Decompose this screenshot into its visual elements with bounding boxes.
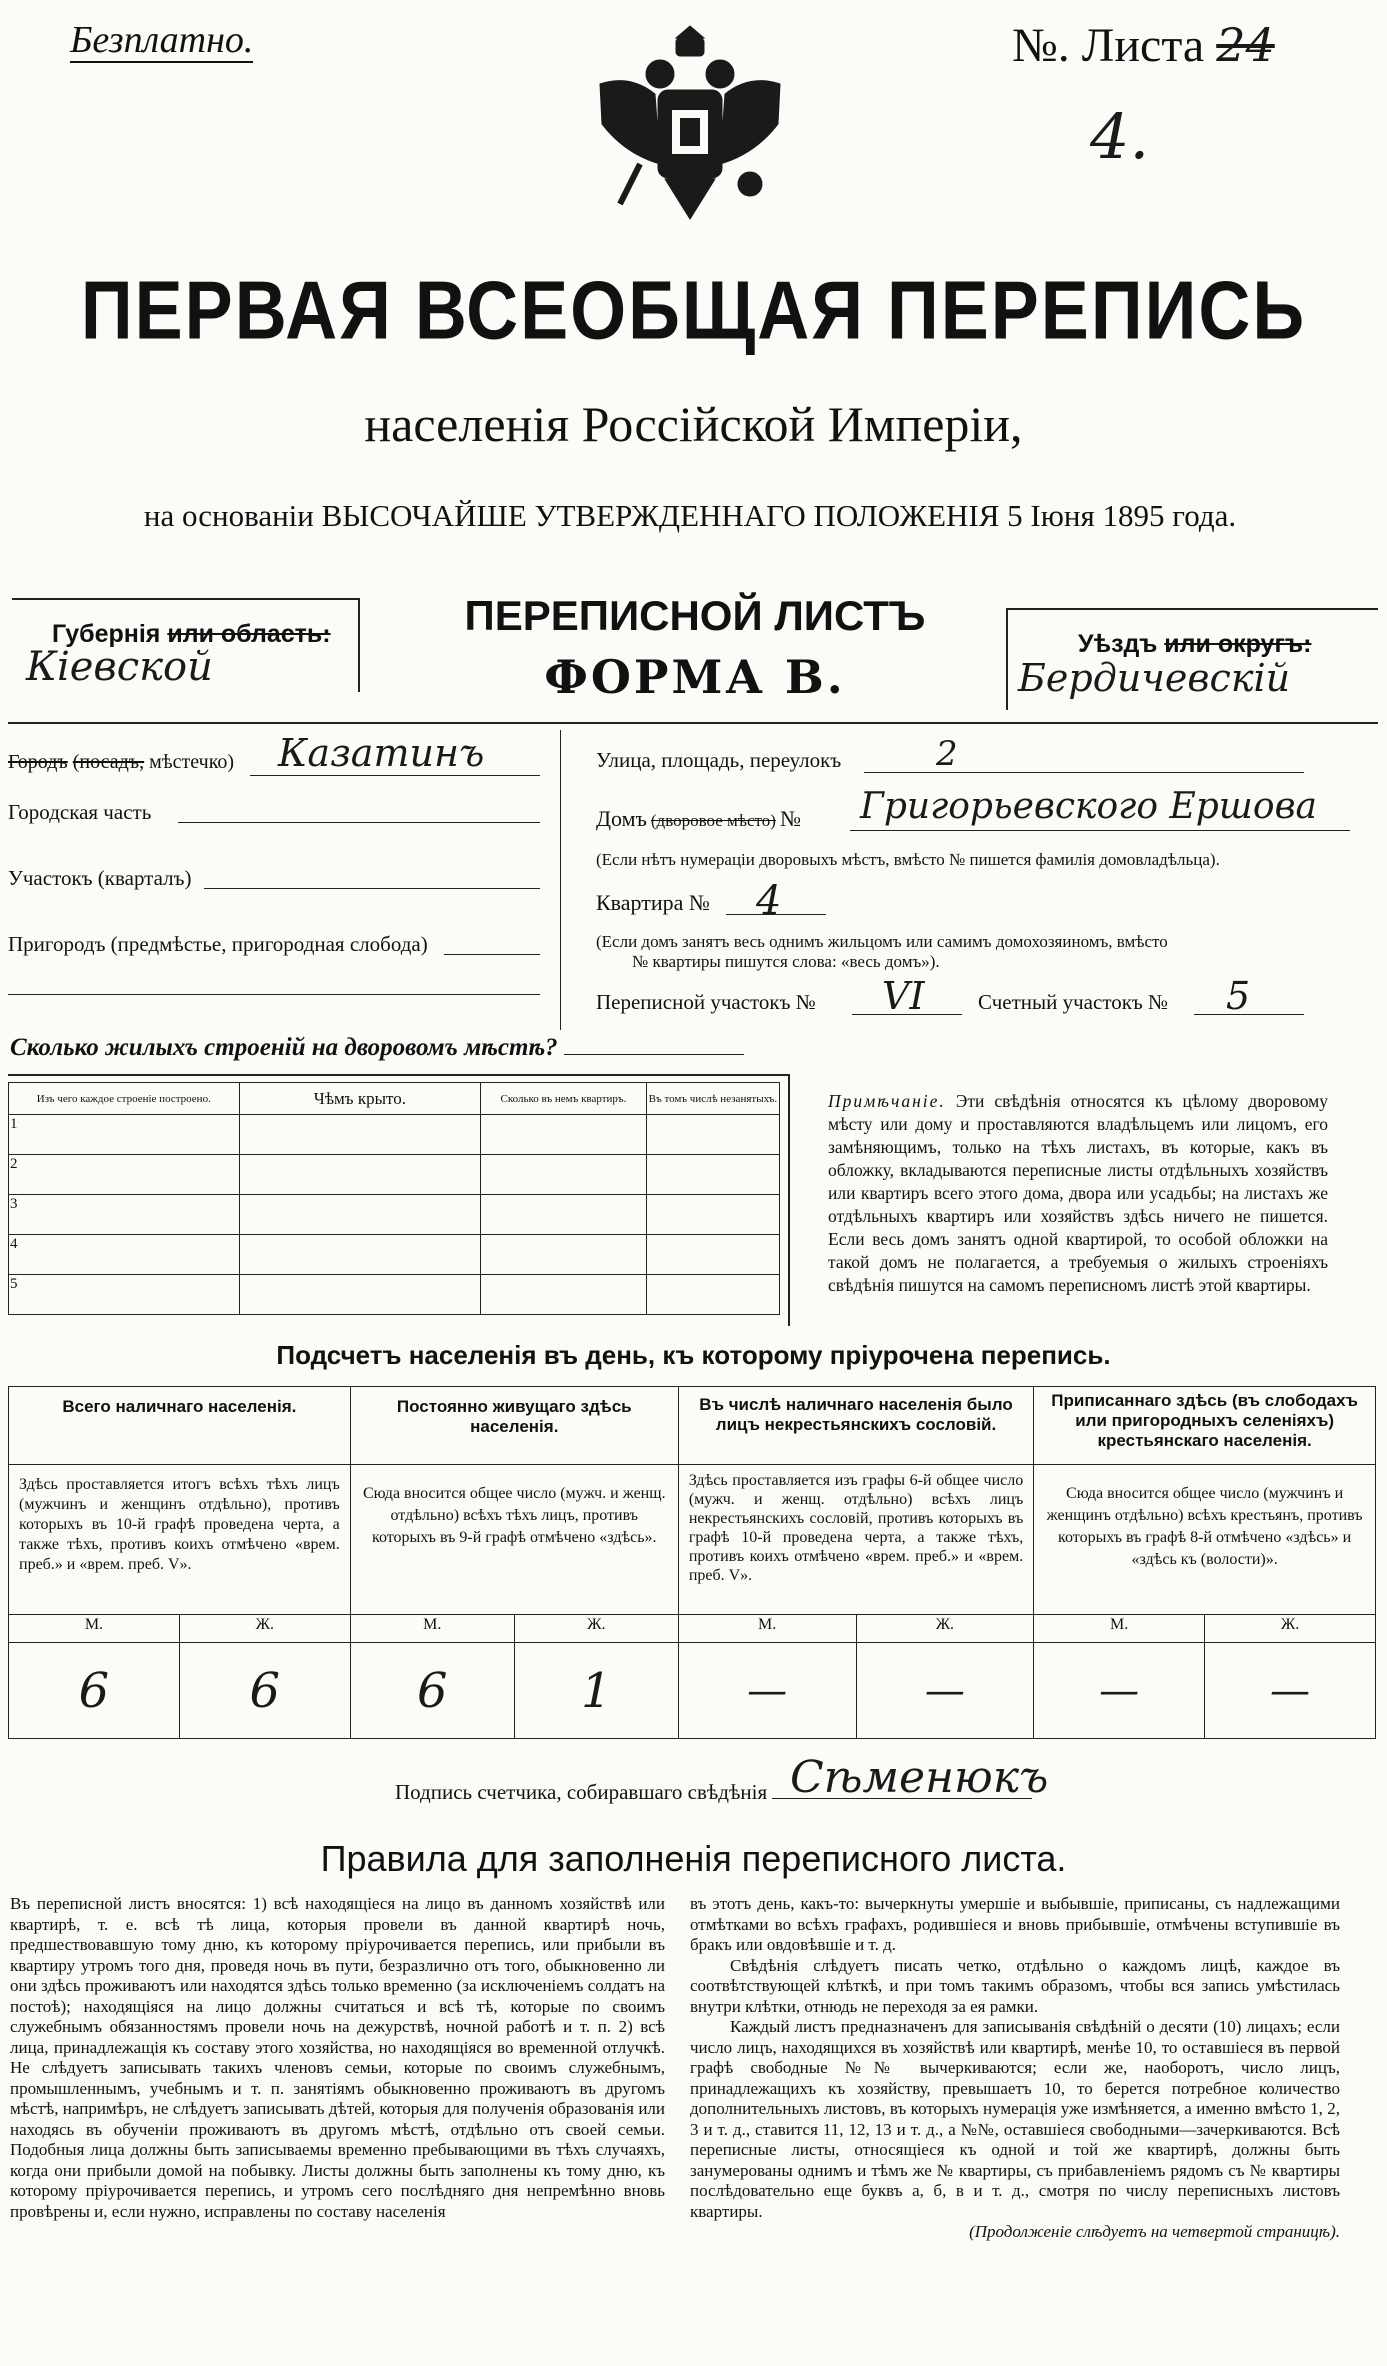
province-value: Кіевской xyxy=(26,644,213,690)
signature-line: Подпись счетчика, собиравшаго свѣдѣнія xyxy=(395,1780,1032,1805)
apartment-value: 4 xyxy=(756,878,782,924)
form-letter: ФОРМА В. xyxy=(544,650,846,704)
double-headed-eagle-emblem xyxy=(580,14,800,234)
peasant-female-value: — xyxy=(1205,1643,1376,1739)
form-title: ПЕРЕПИСНОЙ ЛИСТЪ xyxy=(464,592,926,639)
rules-left-column: Въ переписной листъ вносятся: 1) всѣ находящіеся на лицо въ данномъ хозяйствѣ или квартирѣ, т. е. всѣ тѣ лица, которыя провели въ данной квартирѣ ночь, предшествовавшую тому дню, къ которому пріурочивается перепись, или прибыли въ квартиру утромъ того дня, проведя ночь въ пути, безразлично отъ того, обыкновенно ли они здѣсь проживаютъ или находятся здѣсь только временно (за исключеніемъ солдатъ на постоѣ); находящіяся на лицо должны считаться и всѣ тѣ, которые по своимъ служебнымъ обязанностямъ провели ночь на дежурствѣ, ночной работѣ и т. п. 2) всѣ лица, принадлежащія къ составу этого хозяйства, но находящіяся во временной отлучкѣ. Не слѣдуетъ записывать такихъ членовъ семьи, которые по своимъ служебнымъ, промышленнымъ, учебнымъ и т. п. занятіямъ обыкновенно проживаютъ въ другомъ мѣстѣ, напримѣръ, не слѣдуетъ записывать дѣтей, которыя для полученія образованія или находясь въ обученіи проживаютъ въ другомъ мѣстѣ, отдѣльно отъ своей семьи. Подобныя лица должны быть записываемы временно пребывающими въ тѣхъ случаяхъ, когда они прибыли домой на побывку. Листы должны быть заполнены къ тому дню, къ которому пріурочивается перепись, и утромъ сего послѣдняго дня непремѣнно вновь провѣрены и, если нужно, исправлены по составу населенія xyxy=(10,1894,665,2221)
town-field: Городъ (посадъ, мѣстечко) Казатинъ xyxy=(8,733,548,779)
peasant-male-value: — xyxy=(1034,1643,1205,1739)
province-box xyxy=(12,598,360,692)
sheet-number-value: 4. xyxy=(1090,100,1150,173)
apartment-note: (Если домъ занятъ весь однимъ жильцомъ или самимъ домохозяиномъ, вмѣсто № квартиры пишутся слова: «весь домъ»). xyxy=(596,932,1168,971)
sheet-number: №. Листа 24 xyxy=(1012,18,1275,72)
non-peasant-female-value: — xyxy=(856,1643,1034,1739)
sheet-number-struck: 24 xyxy=(1216,18,1275,72)
district-label: Уѣздъ xyxy=(1078,630,1158,658)
buildings-frame xyxy=(8,1074,790,1326)
district-struck: или округъ: xyxy=(1164,630,1312,658)
count-area-value: 5 xyxy=(1226,974,1251,1018)
free-label: Безплатно. xyxy=(70,19,254,61)
suburb-field: Пригородъ (предмѣстье, пригородная слобода) xyxy=(8,932,548,1002)
basis-line: на основаніи ВЫСОЧАЙШЕ УТВЕРЖДЕННАГО ПОЛОЖЕНІЯ 5 Іюня 1895 года. xyxy=(143,498,1237,533)
street-value: 2 xyxy=(936,734,958,774)
total-female-value: 6 xyxy=(179,1643,350,1739)
house-value: Григорьевского Ершова xyxy=(860,786,1317,827)
house-field: Домъ (дворовое мѣсто) № Григорьевского Ершова xyxy=(596,806,1366,846)
census-area-value: VI xyxy=(882,974,925,1018)
census-area-field: Переписной участокъ № VI Счетный участокъ № 5 xyxy=(596,990,1366,1030)
main-title: ПЕРВАЯ ВСЕОБЩАЯ ПЕРЕПИСЬ xyxy=(80,265,1307,357)
total-male-value: 6 xyxy=(9,1643,180,1739)
province-label: Губернія xyxy=(52,620,161,648)
district-value: Бердичевскій xyxy=(1018,656,1291,700)
subtitle: населенія Россійской Имперіи, xyxy=(364,396,1023,452)
buildings-question: Сколько жилыхъ строеній на дворовомъ мѣстѣ? xyxy=(10,1034,744,1062)
town-value: Казатинъ xyxy=(278,731,485,775)
street-field: Улица, площадь, переулокъ 2 xyxy=(596,748,1366,788)
house-note: (Если нѣтъ нумераціи дворовыхъ мѣстъ, вмѣсто № пишется фамилія домовладѣльца). xyxy=(596,850,1220,869)
permanent-male-value: 6 xyxy=(350,1643,514,1739)
province-struck: или область: xyxy=(167,620,331,648)
note-block: Примѣчаніе. Эти свѣдѣнія относятся къ цѣлому дворовому мѣсту или дому и проставляются владѣльцемъ или лицомъ, его замѣняющимъ, только на тѣхъ листахъ, въ которые, какъ въ обложку, вкладываются переписные листы отдѣльныхъ хозяйствъ или квартиръ всего этого дома, двора или усадьбы; на листахъ же отдѣльныхъ квартиръ или хозяйствъ здѣсь ничего не пишется. Если весь домъ занятъ одной квартирой, то особой обложки на такой домъ не полагается, а требуемыя о жилыхъ строеніяхъ свѣдѣнія пишутся на самомъ переписномъ листѣ этой квартиры. xyxy=(828,1091,1328,1295)
permanent-female-value: 1 xyxy=(514,1643,678,1739)
city-part-field: Городская часть xyxy=(8,800,548,825)
district-box xyxy=(1006,608,1378,710)
rules-title: Правила для заполненія переписного листа. xyxy=(320,1838,1067,1879)
population-count-table: Всего наличнаго населенія. Постоянно живущаго здѣсь населенія. Въ числѣ наличнаго населенія было лицъ некрестьянскихъ сословій. Приписаннаго здѣсь (въ слободахъ или пригородныхъ селеніяхъ) крестьянскаго населенія. Здѣсь проставляется итогъ всѣхъ тѣхъ лицъ (мужчинъ и женщинъ отдѣльно), противъ которыхъ въ 10-й графѣ проведена черта, а также тѣхъ, противъ коихъ отмѣчено «врем. преб.» и «врем. преб. V». Сюда вносится общее число (мужч. и женщ. отдѣльно) всѣхъ тѣхъ лицъ, противъ которыхъ въ 9-й графѣ отмѣчено «здѣсь». Здѣсь проставляется изъ графы 6-й общее число (мужч. и женщ. отдѣльно) всѣхъ лицъ некрестьянскихъ сословій, противъ которыхъ въ графѣ 10-й проведена черта, а также тѣхъ, противъ коихъ отмѣчено «врем. преб.» и «врем. преб. V». Сюда вносится общее число (мужчинъ и женщинъ отдѣльно) всѣхъ крестьянъ, противъ которыхъ въ графѣ 8-й отмѣчено «здѣсь» и «здѣсь къ (волости)». М. Ж. М. Ж. М. Ж. М. Ж. 6 6 6 1 — — — — xyxy=(8,1386,1376,1739)
buildings-table: Изъ чего каждое строеніе построено. Чѣмъ крыто. Сколько въ немъ квартиръ. Въ томъ числѣ незанятыхъ. 1 2 3 4 5 xyxy=(8,1082,780,1315)
apartment-field: Квартира № 4 xyxy=(596,890,1096,930)
count-title: Подсчетъ населенія въ день, къ которому пріурочена перепись. xyxy=(276,1340,1111,1370)
rules-right-column: въ этотъ день, какъ-то: вычеркнуты умершіе и выбывшіе, приписаны, съ надлежащими отмѣтками во всѣхъ графахъ, родившіеся и вновь прибывшіе, отмѣчены вступившіе въ бракъ или овдовѣвшіе и т. д. Свѣдѣнія слѣдуетъ писать четко, отдѣльно о каждомъ лицѣ, каждое въ соотвѣтствующей клѣткѣ, и при томъ такимъ образомъ, чтобы вся запись умѣстилась внутри клѣтки, отнюдь не переходя за ея рамки. Каждый листъ предназначенъ для записыванія свѣдѣній о десяти (10) лицахъ; если число лицъ, находящихся въ хозяйствѣ или квартирѣ, менѣе 10, то оставшіеся въ первой графѣ свободные №№ вычеркиваются; если же, наоборотъ, число лицъ, принадлежащихъ къ хозяйству, превышаетъ 10, то берется потребное количество дополнительныхъ листовъ, въ которыхъ нумерація уже измѣняется, а именно вмѣсто 1, 2, 3 и т. д., ставится 11, 12, 13 и т. д., а №№, оставшіеся свободными—зачеркиваются. Всѣ переписные листы, относящіеся къ одной и той же квартирѣ, должны быть занумерованы однимъ и тѣмъ же № квартиры, съ прибавленіемъ рядомъ съ № квартиры послѣдовательно еще буквъ а, б, в и т. д., смотря по числу переписныхъ листовъ квартиры. (Продолженіе слѣдуетъ на четвертой страницѣ). xyxy=(690,1894,1340,2241)
fields-divider xyxy=(560,730,561,1030)
signature-value: Сѣменюкъ xyxy=(790,1752,1049,1803)
precinct-field: Участокъ (кварталъ) xyxy=(8,866,548,891)
non-peasant-male-value: — xyxy=(678,1643,856,1739)
header-divider xyxy=(8,722,1378,724)
